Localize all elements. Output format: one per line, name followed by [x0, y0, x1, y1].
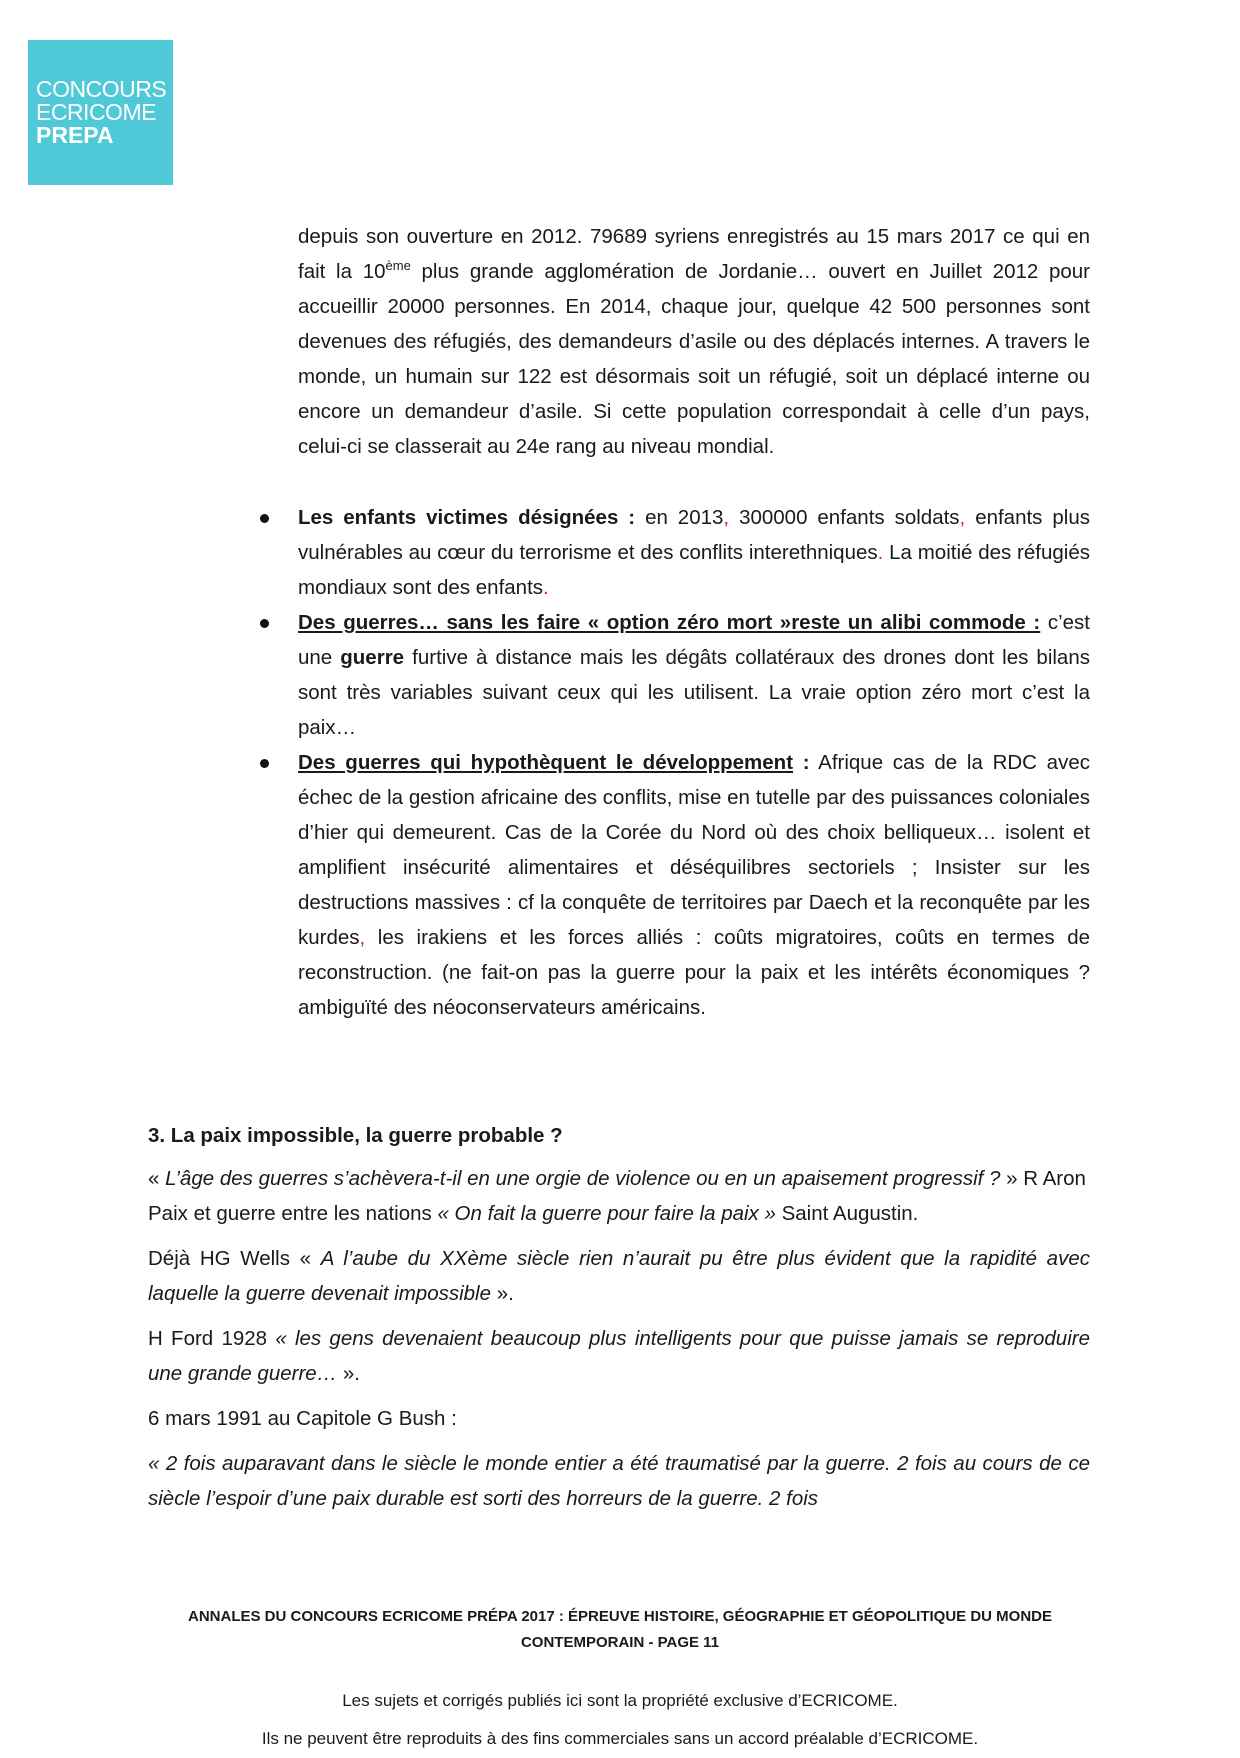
- footer-line-1: ANNALES DU CONCOURS ECRICOME PRÉPA 2017 : ÉPREUVE HISTOIRE, GÉOGRAPHIE ET GÉOPOLITIQUE DU MONDE: [187, 1608, 1052, 1625]
- bullet-title: Les enfants victimes désignées :: [298, 506, 636, 529]
- bullet-text: les irakiens et les forces alliés : coûts migratoires, coûts en termes de reconstruction. (ne fait-on pas la guerre pour la paix et les intérêts économiques ? ambiguïté des néoconservateurs américains.: [298, 926, 1090, 1019]
- bullet-text: en 2013: [635, 506, 724, 529]
- wells-quote: [148, 1241, 1090, 1311]
- logo-line-1: CONCOURS: [36, 76, 167, 102]
- footer-line-3: Les sujets et corrigés publiés ici sont la propriété exclusive d’ECRICOME.: [342, 1691, 898, 1710]
- quote-text: Déjà HG Wells «: [148, 1247, 321, 1270]
- ecricome-logo: [28, 40, 173, 185]
- bullet-text: c’est une: [298, 611, 1090, 669]
- quote-text: ».: [337, 1362, 360, 1385]
- quote-text: ».: [491, 1282, 514, 1305]
- footer-line-4: Ils ne peuvent être reproduits à des fins commerciales sans un accord préalable d’ECRICOME.: [261, 1729, 979, 1748]
- bullet-icon: [260, 759, 269, 768]
- top-paragraph-text-2: plus grande agglomération de Jordanie… ouvert en Juillet 2012 pour accueillir 20000 personnes. En 2014, chaque jour, quelque 42 500 personnes sont devenues des réfugiés, des demandeurs d’asile ou des déplacés internes. A travers le monde, un humain sur 122 est désormais soit un réfugié, soit un déplacé interne ou encore un demandeur d’asile. Si cette population correspondait à celle d’un pays, celui-ci se classerait au 24e rang au niveau mondial.: [298, 260, 1091, 458]
- section-3: [148, 1118, 1090, 1526]
- bullet-icon: [260, 514, 269, 523]
- bullet-item-development: [260, 745, 1090, 1025]
- bullet-title: Des guerres qui hypothèquent le développement: [298, 751, 794, 774]
- section-heading: 3. La paix impossible, la guerre probable ?: [148, 1124, 563, 1147]
- quote-text: Saint Augustin.: [775, 1202, 919, 1225]
- italic-quote: « 2 fois auparavant dans le siècle le monde entier a été traumatisé par la guerre. 2 fois au cours de ce siècle l’espoir d’une paix durable est sorti des horreurs de la guerre. 2 fois: [148, 1452, 1090, 1510]
- superscript: ème: [385, 258, 411, 274]
- italic-quote: « On fait la guerre pour faire la paix »: [437, 1202, 776, 1225]
- italic-quote: L’âge des guerres s’achèvera-t-il en une orgie de violence ou en un apaisement progressif ?: [165, 1167, 1001, 1190]
- red-mark: ,: [959, 506, 966, 529]
- footer-title: [0, 1604, 1240, 1656]
- aron-quote: [148, 1161, 1090, 1231]
- footer-copyright: [0, 1682, 1240, 1758]
- bush-intro: 6 mars 1991 au Capitole G Bush :: [148, 1407, 457, 1430]
- italic-quote: A l’aube du XXème siècle rien n’aurait pu être plus évident que la rapidité avec laquelle la guerre devenait impossible: [148, 1247, 1090, 1305]
- ford-quote: [148, 1321, 1090, 1391]
- bullet-item-zero-death: [260, 605, 1090, 745]
- logo-line-2: ECRICOME: [36, 99, 156, 125]
- bullet-text: La moitié des réfugiés mondiaux sont des enfants: [298, 541, 1090, 599]
- bush-quote: [148, 1446, 1090, 1516]
- footer-page-number: CONTEMPORAIN - PAGE 11: [520, 1634, 720, 1651]
- bullet-colon: :: [793, 751, 810, 774]
- bullet-text: 300000 enfants soldats: [729, 506, 960, 529]
- red-mark: .: [877, 541, 884, 564]
- bullet-list: [260, 500, 1090, 1025]
- bullet-item-children: [260, 500, 1090, 605]
- top-paragraph-text-1: depuis son ouverture en 2012. 79689 syriens enregistrés au 15 mars 2017 ce qui en fait la 10: [298, 225, 1090, 283]
- italic-quote: « les gens devenaient beaucoup plus intelligents pour que puisse jamais se reproduire une grande guerre…: [148, 1327, 1090, 1385]
- bullet-text: furtive à distance mais les dégâts collatéraux des drones dont les bilans sont très variables suivant ceux qui les utilisent. La vraie option zéro mort c’est la paix…: [298, 646, 1090, 739]
- bullet-icon: [260, 619, 269, 628]
- red-mark: .: [543, 576, 549, 599]
- bold-word: guerre: [340, 646, 405, 669]
- red-mark: ,: [723, 506, 730, 529]
- quote-text: » R Aron Paix et guerre entre les nations: [148, 1167, 1086, 1225]
- quote-mark: «: [148, 1167, 166, 1190]
- red-mark: ,: [359, 926, 366, 949]
- quote-text: H Ford 1928: [148, 1327, 276, 1350]
- logo-line-3: PREPA: [36, 122, 114, 148]
- bullet-text: enfants plus vulnérables au cœur du terrorisme et des conflits interethniques: [298, 506, 1090, 564]
- top-paragraph: [298, 219, 1090, 464]
- bullet-title: Des guerres… sans les faire « option zéro mort »reste un alibi commode :: [298, 611, 1041, 634]
- bullet-text: Afrique cas de la RDC avec échec de la gestion africaine des conflits, mise en tutelle par des puissances coloniales d’hier qui demeurent. Cas de la Corée du Nord où des choix belliqueux… isolent et amplifient insécurité alimentaires et déséquilibres sectoriels ; Insister sur les destructions massives : cf la conquête de territoires par Daech et la reconquête par les kurdes: [298, 751, 1090, 949]
